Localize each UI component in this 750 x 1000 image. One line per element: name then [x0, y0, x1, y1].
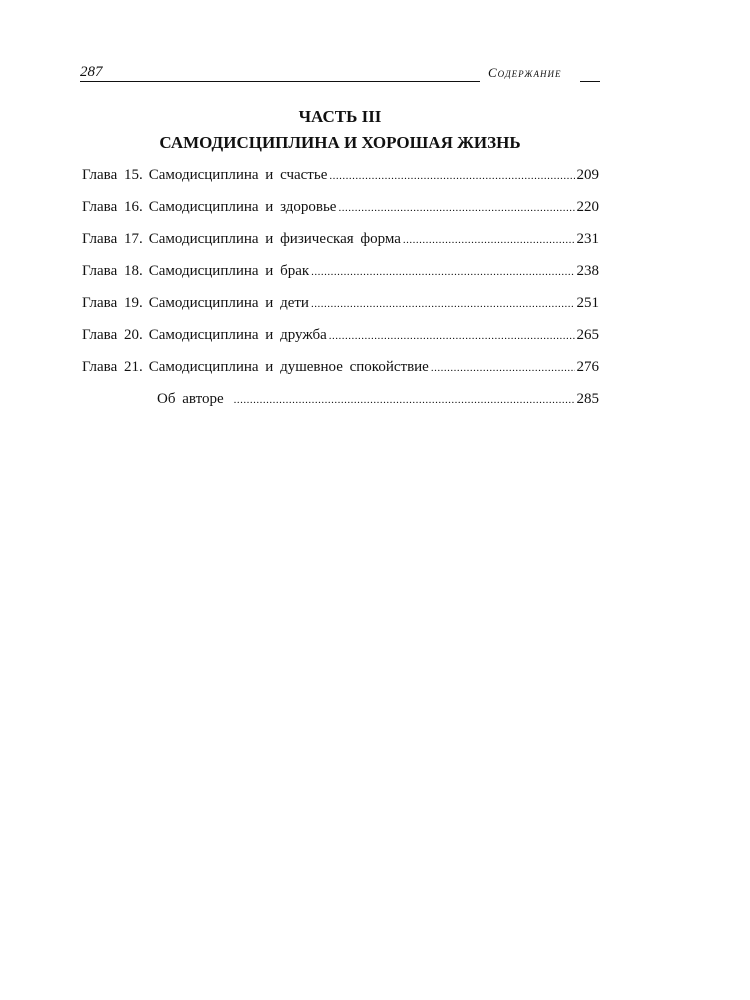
- toc-entry-page: 238: [576, 263, 599, 279]
- toc-dot-leader: [431, 358, 575, 378]
- toc-entry: [82, 293, 599, 325]
- toc-entry-title: Об авторе: [157, 391, 224, 407]
- toc-entry-title: Самодисциплина и дружба: [148, 327, 327, 343]
- toc-entry-title: Самодисциплина и душевное спокойствие: [148, 359, 429, 375]
- header-rule-left: [80, 81, 480, 82]
- toc-entry-label: Глава 18.: [82, 263, 143, 279]
- toc-entry-title: Самодисциплина и физическая форма: [148, 231, 401, 247]
- header-rule-right: [580, 81, 600, 82]
- toc-dot-leader: [234, 390, 575, 410]
- toc-entry-page: 231: [576, 231, 599, 247]
- toc-entry: [82, 357, 599, 389]
- toc-entry: [82, 325, 599, 357]
- toc-entry: [82, 261, 599, 293]
- toc-dot-leader: [329, 326, 575, 346]
- toc-entry-label: Глава 16.: [82, 199, 143, 215]
- toc-dot-leader: [403, 230, 575, 250]
- toc-entry-page: 285: [576, 391, 599, 407]
- toc-dot-leader: [329, 166, 574, 186]
- toc-entry-title: Самодисциплина и здоровье: [148, 199, 337, 215]
- part-heading: [80, 106, 600, 154]
- toc-entry-page: 276: [576, 359, 599, 375]
- toc-entry-title: Самодисциплина и брак: [148, 263, 310, 279]
- toc-entry-page: 251: [576, 295, 599, 311]
- toc-dot-leader: [311, 294, 575, 314]
- table-of-contents: [82, 165, 599, 421]
- page-number: 287: [80, 64, 103, 80]
- toc-dot-leader: [338, 198, 574, 218]
- toc-entry-label: Глава 17.: [82, 231, 143, 247]
- toc-entry-label: Глава 15.: [82, 167, 143, 183]
- running-title: Содержание: [488, 65, 562, 80]
- toc-entry-label: Глава 21.: [82, 359, 143, 375]
- toc-entry-label: Глава 19.: [82, 295, 143, 311]
- toc-entry-title: Самодисциплина и дети: [148, 295, 309, 311]
- toc-entry: [82, 165, 599, 197]
- part-title: САМОДИСЦИПЛИНА И ХОРОШАЯ ЖИЗНЬ: [159, 133, 521, 152]
- toc-dot-leader: [311, 262, 574, 282]
- toc-entry: [82, 389, 599, 421]
- toc-entry: [82, 229, 599, 261]
- toc-entry-page: 209: [576, 167, 599, 183]
- toc-entry-page: 220: [576, 199, 599, 215]
- part-number: ЧАСТЬ III: [298, 107, 382, 126]
- toc-entry-page: 265: [576, 327, 599, 343]
- toc-entry-label: Глава 20.: [82, 327, 143, 343]
- toc-entry-title: Самодисциплина и счастье: [148, 167, 328, 183]
- toc-entry: [82, 197, 599, 229]
- running-header: [80, 62, 600, 84]
